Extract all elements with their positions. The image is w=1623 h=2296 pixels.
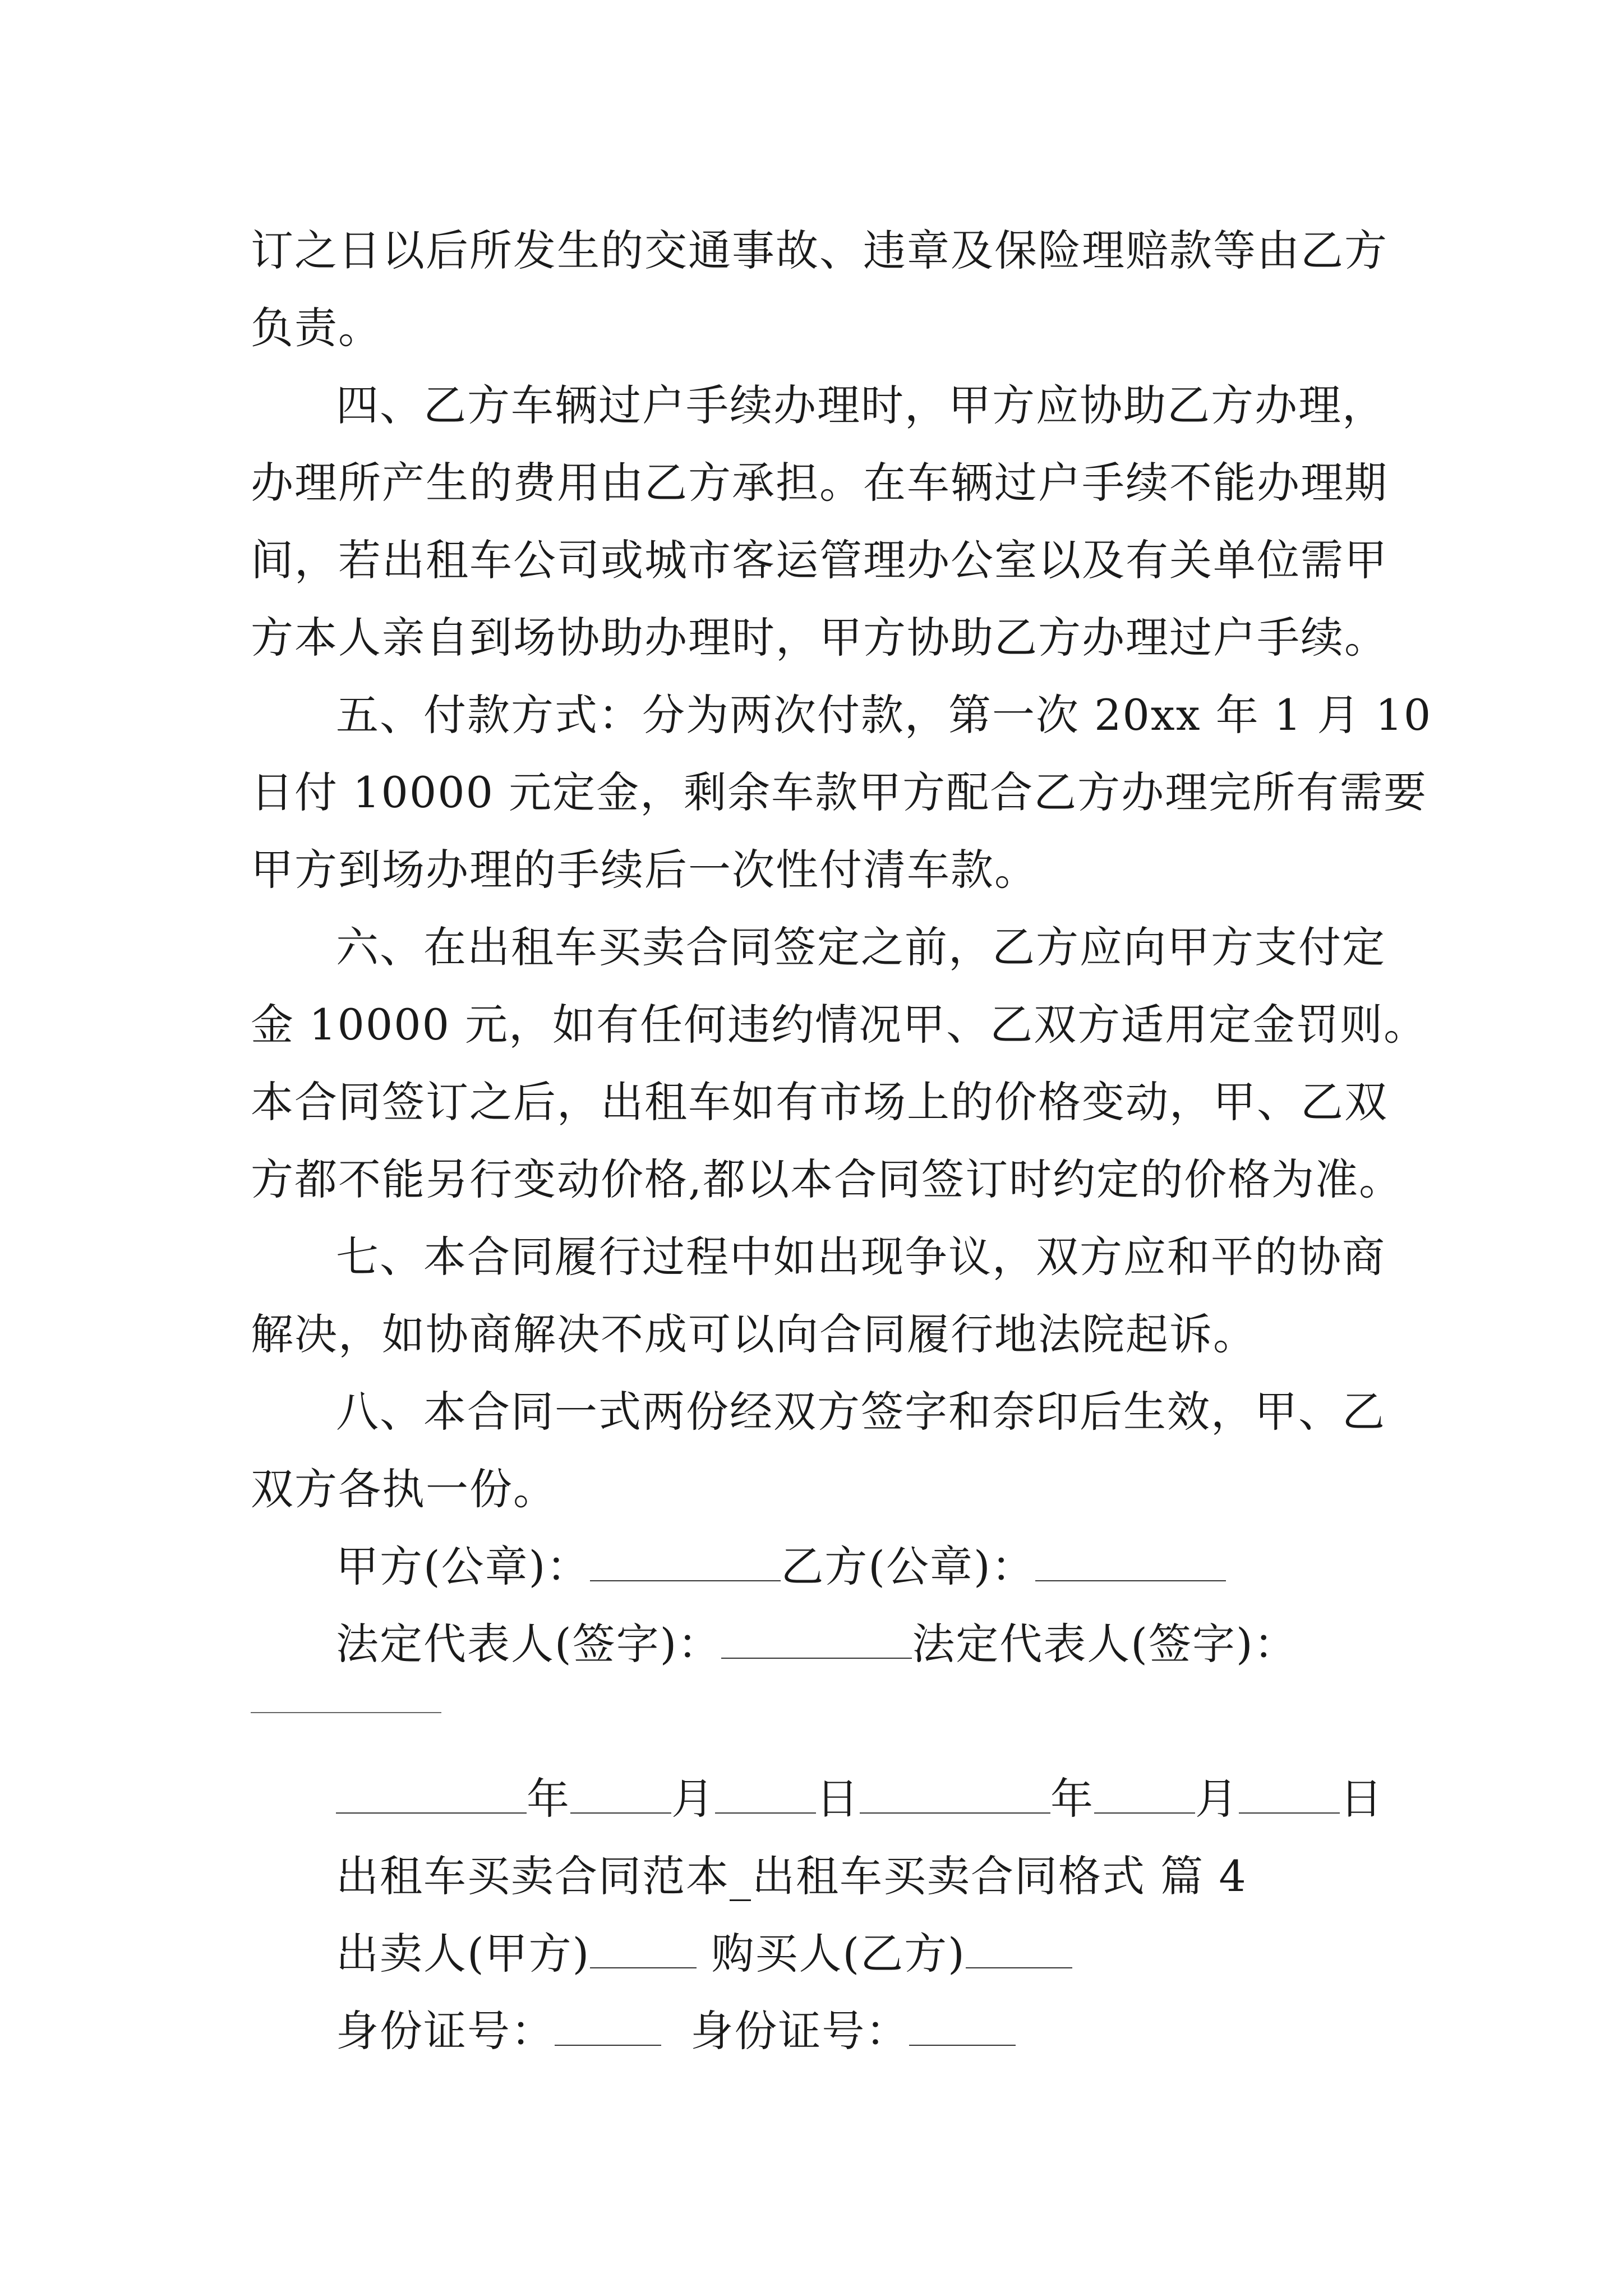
month-a-blank [570, 1775, 671, 1814]
month-b-blank [1094, 1775, 1195, 1814]
section-title: 出租车买卖合同范本_出租车买卖合同格式 篇 4 [336, 1851, 1247, 1901]
id-a-blank [555, 2008, 661, 2046]
text-line: 方本人亲自到场协助办理时，甲方协助乙方办理过户手续。 [251, 613, 1388, 662]
seller-blank [590, 1930, 697, 1968]
rep-a-blank [721, 1621, 912, 1659]
year-label: 年 [527, 1774, 570, 1824]
document-body [251, 212, 1432, 2070]
spacer-line [251, 1683, 1386, 1760]
id-b-label: 身份证号： [690, 2006, 910, 2056]
party-b-seal-blank [1035, 1543, 1226, 1581]
year-a-blank [336, 1775, 527, 1814]
month-label: 月 [671, 1774, 715, 1824]
year-b-blank [860, 1775, 1050, 1814]
buyer-blank [966, 1930, 1072, 1968]
rep-b-label: 法定代表人(签字)： [912, 1619, 1298, 1669]
day-label: 日 [1340, 1774, 1384, 1824]
id-b-blank [909, 2008, 1016, 2046]
text-line: 负责。 [251, 303, 382, 353]
clause-5-line: 五、付款方式：分为两次付款，第一次 20xx 年 1 月 10 [336, 690, 1432, 740]
seal-line [251, 1528, 1386, 1605]
clause-6-line: 六、在出租车买卖合同签定之前，乙方应向甲方支付定 [336, 922, 1386, 972]
text-line: 方都不能另行变动价格,都以本合同签订时约定的价格为准。 [251, 1154, 1403, 1204]
day-b-blank [1239, 1775, 1340, 1814]
clause-4-line: 四、乙方车辆过户手续办理时，甲方应协助乙方办理， [336, 380, 1386, 430]
representative-line [251, 1605, 1386, 1683]
text-line: 甲方到场办理的手续后一次性付清车款。 [251, 845, 1038, 895]
party-a-seal-label: 甲方(公章)： [336, 1542, 591, 1591]
year-label: 年 [1050, 1774, 1094, 1824]
text-line: 解决，如协商解决不成可以向合同履行地法院起诉。 [251, 1309, 1257, 1359]
parties-line [251, 1915, 1386, 1993]
day-label: 日 [816, 1774, 860, 1824]
rep-b-blank [251, 1712, 441, 1713]
party-b-seal-label: 乙方(公章)： [781, 1542, 1035, 1591]
seller-label: 出卖人(甲方) [336, 1929, 591, 1978]
month-label: 月 [1195, 1774, 1239, 1824]
text-line: 金 10000 元，如有任何违约情况甲、乙双方适用定金罚则。 [251, 1000, 1428, 1050]
text-line: 间，若出租车公司或城市客运管理办公室以及有关单位需甲 [251, 535, 1388, 585]
id-number-line [251, 1993, 1386, 2070]
text-line: 本合同签订之后，出租车如有市场上的价格变动，甲、乙双 [251, 1077, 1388, 1127]
id-a-label: 身份证号： [336, 2006, 555, 2056]
buyer-label: 购买人(乙方) [711, 1929, 966, 1978]
rep-a-label: 法定代表人(签字)： [336, 1619, 722, 1669]
party-a-seal-blank [590, 1543, 781, 1581]
text-line: 办理所产生的费用由乙方承担。在车辆过户手续不能办理期 [251, 458, 1388, 508]
date-line [251, 1760, 1386, 1838]
text-line: 日付 10000 元定金，剩余车款甲方配合乙方办理完所有需要 [251, 767, 1428, 817]
text-line: 订之日以后所发生的交通事故、违章及保险理赔款等由乙方 [251, 226, 1388, 275]
clause-7-line: 七、本合同履行过程中如出现争议，双方应和平的协商 [336, 1232, 1386, 1282]
day-a-blank [715, 1775, 816, 1814]
clause-8-line: 八、本合同一式两份经双方签字和奈印后生效，甲、乙 [336, 1387, 1386, 1437]
text-line: 双方各执一份。 [251, 1464, 557, 1514]
